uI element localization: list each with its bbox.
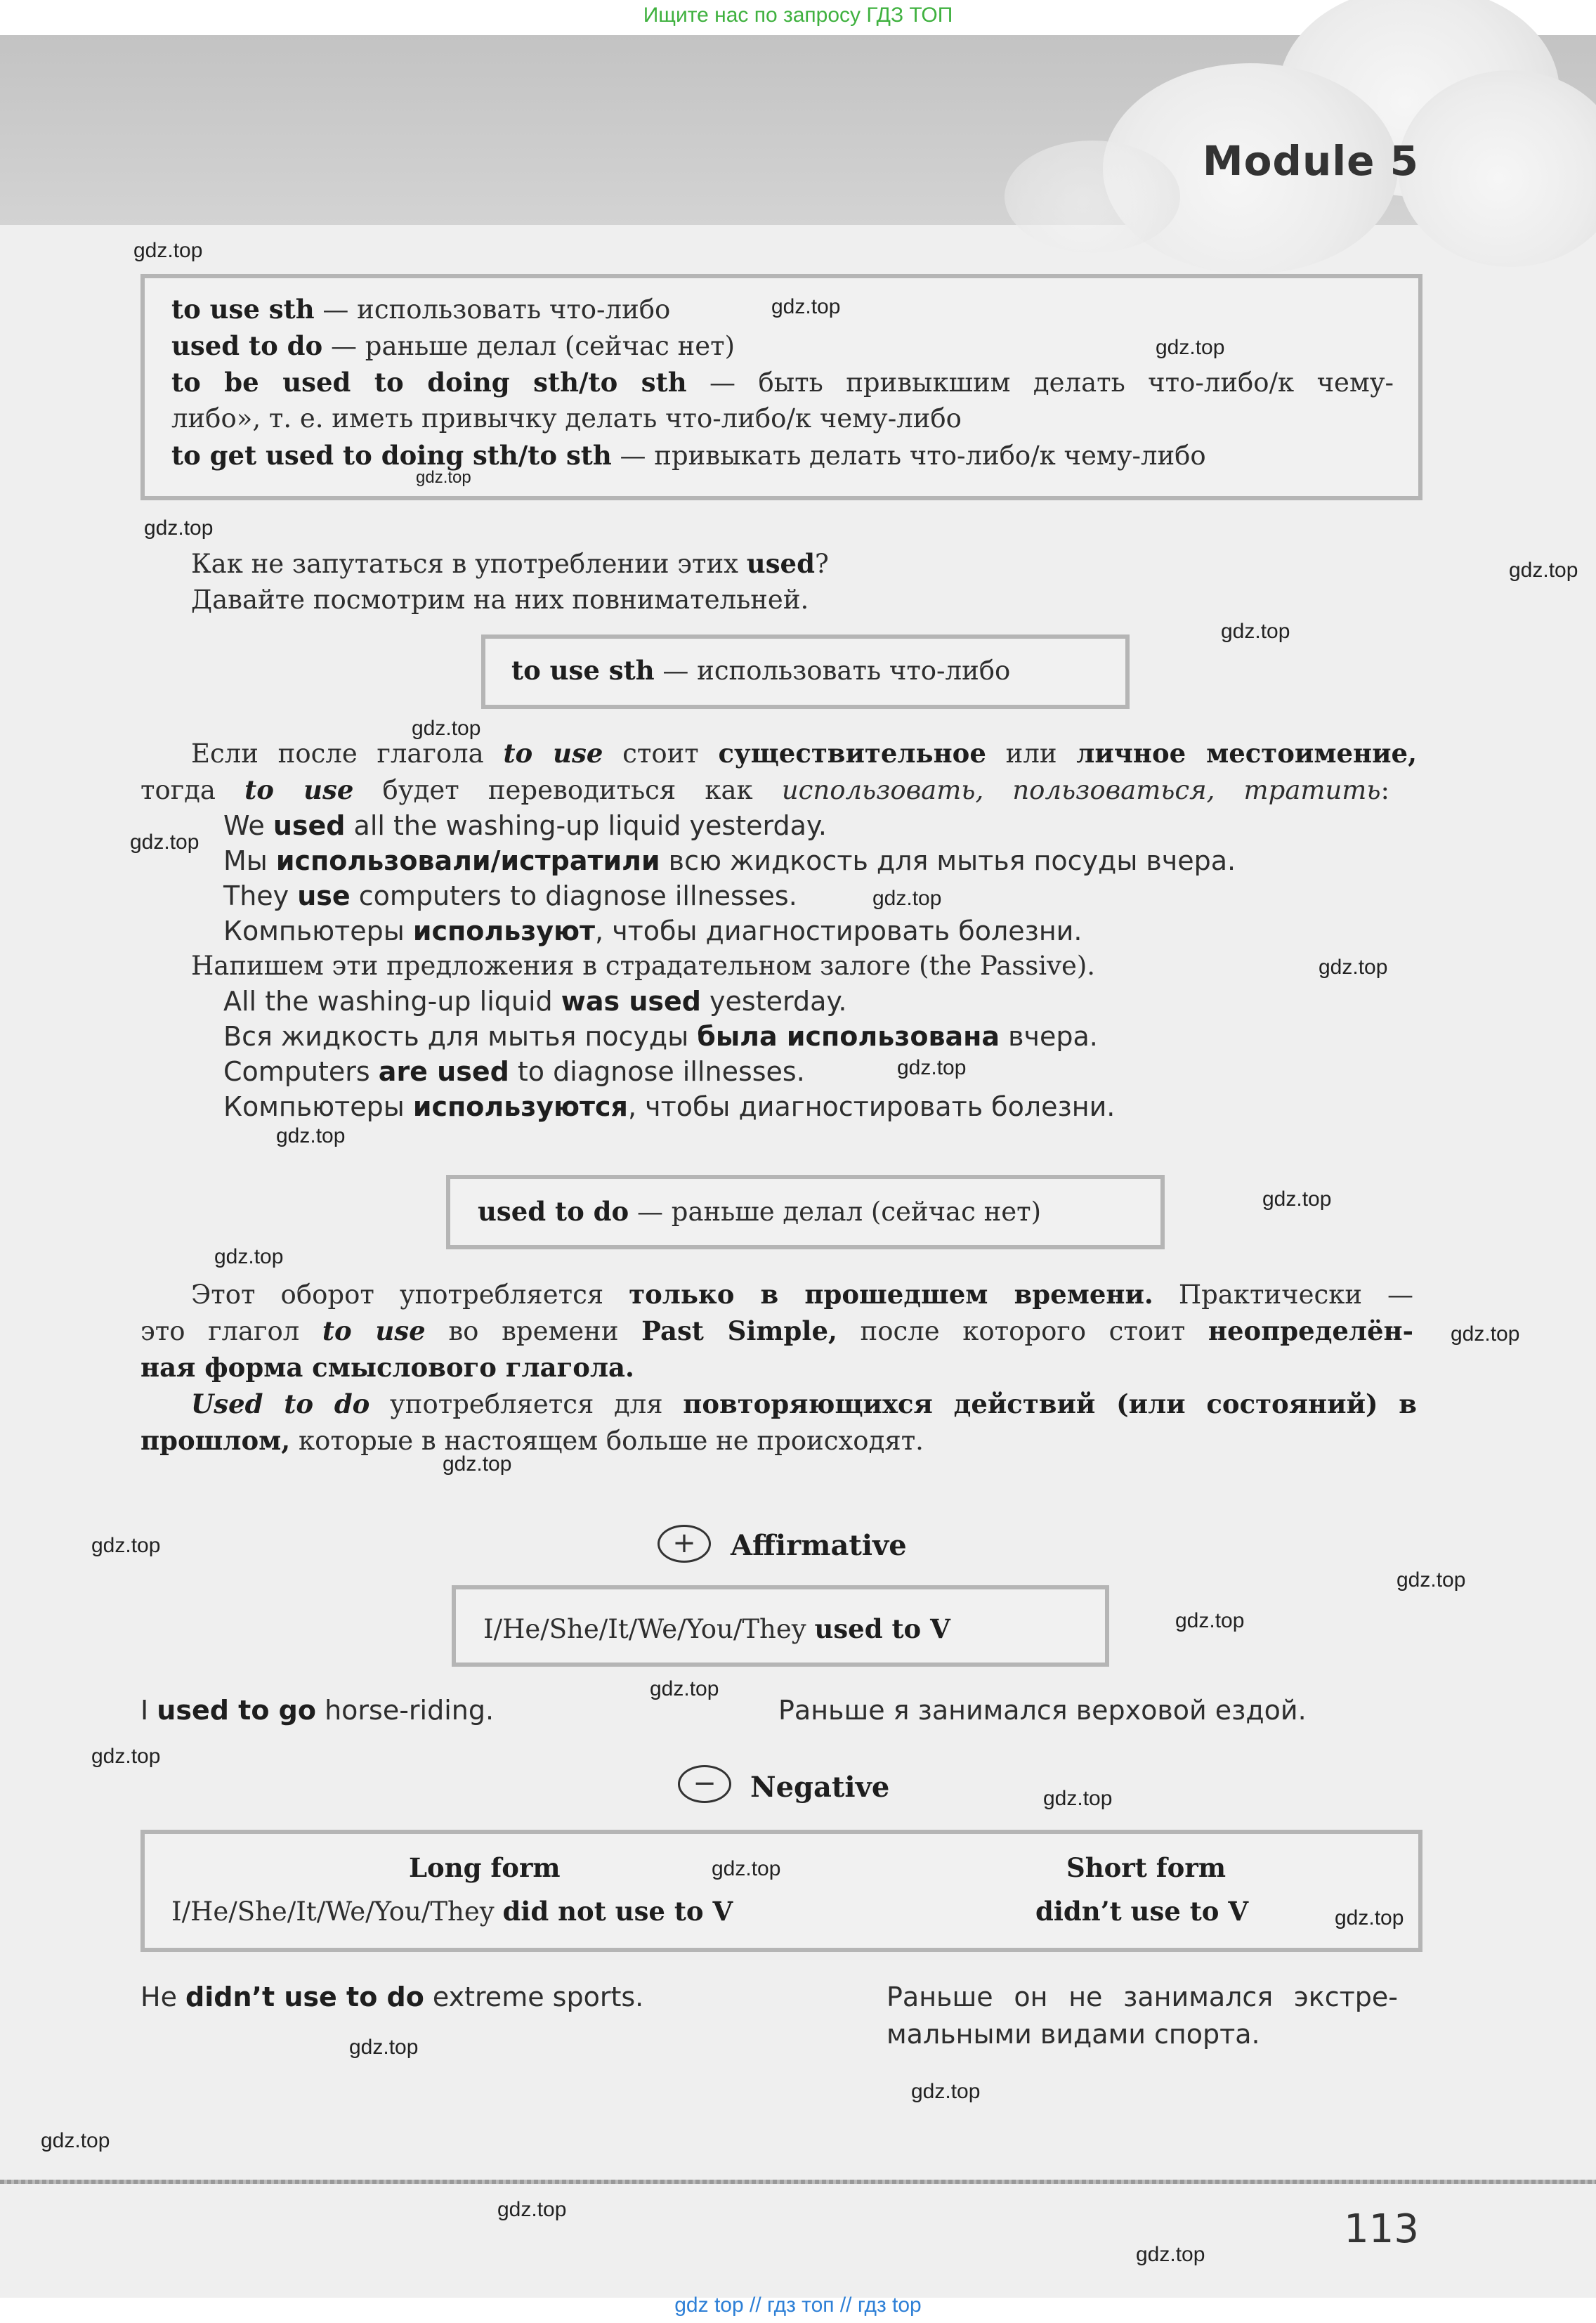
watermark[interactable]: gdz.top [1509, 559, 1578, 582]
watermark[interactable]: gdz.top [1043, 1787, 1113, 1810]
header-band [0, 35, 1596, 225]
affirmative-heading: Affirmative [731, 1529, 907, 1562]
example-translation: Мы использовали/истратили всю жидкость для мытья посуды вчера. [223, 845, 1236, 876]
definition-line: to be used to doing sth/to sth — быть привыкшим делать что-либо/к чему- [171, 367, 1394, 398]
watermark[interactable]: gdz.top [1156, 336, 1225, 359]
intro-line: Давайте посмотрим на них повнимательней. [191, 585, 809, 615]
watermark[interactable]: gdz.top [1335, 1906, 1404, 1930]
affirmative-example: I used to go horse-riding. [140, 1695, 495, 1726]
watermark[interactable]: gdz.top [214, 1245, 284, 1268]
top-ad-banner[interactable]: Ищите нас по запросу ГДЗ ТОП [643, 4, 953, 27]
plus-icon: + [658, 1525, 711, 1563]
definition-line: to get used to doing sth/to sth — привыкать делать что-либо/к чему-либо [171, 440, 1206, 471]
example-sentence: Computers are used to diagnose illnesses. [223, 1056, 805, 1087]
paragraph-line: Напишем эти предложения в страдательном залоге (the Passive). [191, 951, 1096, 981]
example-translation: Компьютеры используются, чтобы диагностировать болезни. [223, 1091, 1116, 1122]
intro-question: Как не запутаться в употреблении этих used? [191, 548, 829, 579]
affirmative-formula: I/He/She/It/We/You/They used to V [483, 1613, 950, 1644]
watermark[interactable]: gdz.top [412, 717, 481, 740]
watermark[interactable]: gdz.top [712, 1857, 781, 1880]
box-heading: to use sth — использовать что-либо [511, 655, 1011, 686]
watermark[interactable]: gdz.top [1262, 1187, 1332, 1211]
watermark[interactable]: gdz.top [872, 887, 942, 910]
definition-line: либо», т. е. иметь привычку делать что-либо/к чему-либо [171, 403, 962, 434]
watermark[interactable]: gdz.top [497, 2198, 567, 2221]
watermark[interactable]: gdz.top [133, 239, 203, 262]
long-form-formula: I/He/She/It/We/You/They did not use to V [171, 1896, 733, 1927]
watermark[interactable]: gdz.top [91, 1534, 161, 1557]
watermark[interactable]: gdz.top [1136, 2243, 1205, 2266]
paragraph-line: прошлом, которые в настоящем больше не происходят. [140, 1425, 924, 1456]
paragraph-line: это глагол to use во времени Past Simple, после которого стоит неопределён- [140, 1315, 1413, 1346]
affirmative-translation: Раньше я занимался верховой ездой. [778, 1695, 1307, 1726]
watermark[interactable]: gdz.top [130, 831, 200, 854]
example-sentence: All the washing-up liquid was used yesterday. [223, 986, 847, 1017]
watermark[interactable]: gdz.top [1396, 1568, 1466, 1592]
negative-example: He didn’t use to do extreme sports. [140, 1982, 644, 2012]
watermark[interactable]: gdz.top [349, 2036, 419, 2059]
paragraph-line: Если после глагола to use стоит существительное или личное местоимение, [191, 738, 1417, 769]
watermark[interactable]: gdz.top [91, 1745, 161, 1768]
bottom-ad-banner[interactable]: gdz top // гдз топ // гдз top [674, 2293, 922, 2317]
box-heading: used to do — раньше делал (сейчас нет) [478, 1196, 1042, 1227]
example-sentence: They use computers to diagnose illnesses. [223, 880, 797, 911]
watermark[interactable]: gdz.top [276, 1124, 346, 1147]
negative-translation: мальными видами спорта. [887, 2019, 1260, 2050]
watermark[interactable]: gdz.top [41, 2129, 110, 2152]
paragraph-line: Этот оборот употребляется только в прошедшем времени. Практически — [191, 1279, 1414, 1310]
watermark[interactable]: gdz.top [771, 295, 841, 318]
watermark[interactable]: gdz.top [1319, 956, 1388, 979]
page-number: 113 [1344, 2206, 1419, 2252]
watermark[interactable]: gdz.top [1451, 1322, 1520, 1346]
watermark[interactable]: gdz.top [416, 468, 471, 487]
watermark[interactable]: gdz.top [1221, 620, 1290, 643]
short-form-heading: Short form [1066, 1852, 1227, 1883]
definition-line: to use sth — использовать что-либо [171, 294, 671, 325]
example-translation: Компьютеры используют, чтобы диагностировать болезни. [223, 916, 1082, 946]
negative-heading: Negative [750, 1771, 890, 1804]
long-form-heading: Long form [409, 1852, 561, 1883]
definition-line: used to do — раньше делал (сейчас нет) [171, 330, 735, 361]
module-title: Module 5 [1202, 137, 1419, 185]
watermark[interactable]: gdz.top [911, 2080, 981, 2103]
minus-icon: − [678, 1765, 731, 1803]
paragraph-line: тогда to use будет переводиться как использовать, пользоваться, тратить: [140, 774, 1389, 805]
example-sentence: We used all the washing-up liquid yesterday. [223, 810, 828, 841]
negative-translation: Раньше он не занимался экстре- [887, 1982, 1398, 2012]
paragraph-line: Used to do употребляется для повторяющихся действий (или состояний) в [191, 1388, 1417, 1419]
flower-decoration [1005, 141, 1180, 253]
watermark[interactable]: gdz.top [1175, 1609, 1245, 1632]
watermark[interactable]: gdz.top [650, 1677, 719, 1700]
short-form-formula: didn’t use to V [1035, 1896, 1249, 1927]
watermark[interactable]: gdz.top [897, 1056, 967, 1079]
footer-rule [0, 2180, 1596, 2184]
negative-forms-box [140, 1830, 1422, 1952]
watermark[interactable]: gdz.top [443, 1452, 512, 1476]
example-translation: Вся жидкость для мытья посуды была использована вчера. [223, 1021, 1098, 1052]
paragraph-line: ная форма смыслового глагола. [140, 1352, 634, 1383]
watermark[interactable]: gdz.top [144, 516, 214, 540]
